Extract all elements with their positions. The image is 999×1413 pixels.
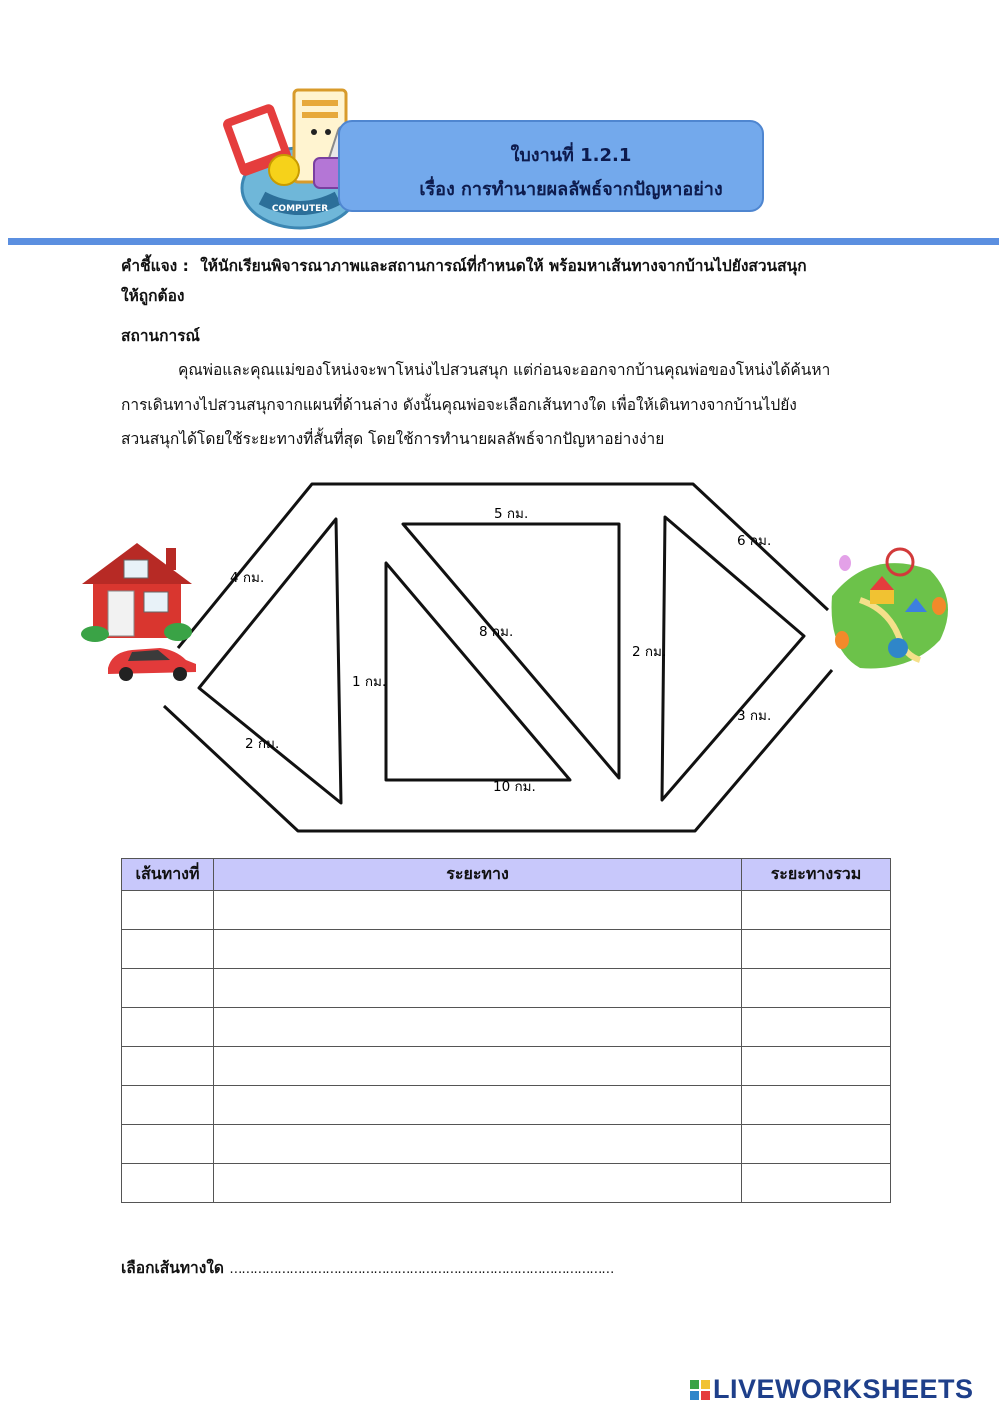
route-number-cell[interactable] [122,1125,214,1164]
total-distance-cell[interactable] [742,1008,891,1047]
instructions-label: คำชี้แจง : [121,257,189,275]
route-map [0,470,999,850]
scenario-line-2: การเดินทางไปสวนสนุกจากแผนที่ด้านล่าง ดังนั้นคุณพ่อจะเลือกเส้นทางใด เพื่อให้เดินทางจากบ้านไปยัง [121,396,797,414]
distance-cell[interactable] [214,1125,742,1164]
title-banner [338,120,764,212]
total-distance-cell[interactable] [742,969,891,1008]
distance-cell[interactable] [214,1047,742,1086]
route-number-cell[interactable] [122,1086,214,1125]
label-middle-left: 1 กม. [352,674,387,690]
label-left-lower: 2 กม. [245,736,280,752]
table-row [122,1086,891,1125]
route-number-cell[interactable] [122,891,214,930]
route-number-cell[interactable] [122,1164,214,1203]
table-row [122,969,891,1008]
scenario-line-3: สวนสนุกได้โดยใช้ระยะทางที่สั้นที่สุด โดยใช้การทำนายผลลัพธ์จากปัญหาอย่างง่าย [121,430,665,448]
table-row [122,1008,891,1047]
distance-cell[interactable] [214,1164,742,1203]
route-number-cell[interactable] [122,969,214,1008]
liveworksheets-logo [690,1374,974,1405]
route-number-cell[interactable] [122,1047,214,1086]
distance-cell[interactable] [214,1086,742,1125]
label-top: 5 กม. [494,506,529,522]
col-route-number: เส้นทางที่ [122,859,214,891]
distance-cell[interactable] [214,969,742,1008]
distance-cell[interactable] [214,930,742,969]
col-distance: ระยะทาง [214,859,742,891]
worksheet-number: ใบงานที่ 1.2.1 [510,145,632,166]
answer-line [121,1252,613,1286]
right-triangle-road [662,517,804,800]
scenario-heading: สถานการณ์ [121,327,200,345]
instructions-text: ให้นักเรียนพิจารณาภาพและสถานการณ์ที่กำหนดให้ พร้อมหาเส้นทางจากบ้านไปยังสวนสนุก [200,257,807,275]
instructions [121,250,911,283]
house-icon [81,543,192,642]
instructions-text-cont: ให้ถูกต้อง [121,287,185,305]
total-distance-cell[interactable] [742,1047,891,1086]
routes-table [121,858,891,1203]
table-row [122,1047,891,1086]
label-right-lower: 3 กม. [737,708,772,724]
table-row [122,930,891,969]
label-middle-right: 2 กม. [632,644,667,660]
answer-blank[interactable]: …………………………………………………………………………………… [229,1262,614,1277]
label-diagonal: 8 กม. [479,624,514,640]
scenario-line-1: คุณพ่อและคุณแม่ของโหน่งจะพาโหน่งไปสวนสนุก แต่ก่อนจะออกจากบ้านคุณพ่อของโหน่งได้ค้นหา [178,361,831,379]
liveworksheets-mark-icon [690,1380,710,1400]
total-distance-cell[interactable] [742,930,891,969]
header-divider [8,238,999,245]
worksheet-title: เรื่อง การทำนายผลลัพธ์จากปัญหาอย่าง [419,179,723,200]
middle-lower-triangle-road [386,563,570,780]
label-right-upper: 6 กม. [737,533,772,549]
label-left-upper: 4 กม. [230,570,265,586]
distance-cell[interactable] [214,891,742,930]
answer-label: เลือกเส้นทางใด [121,1259,224,1277]
total-distance-cell[interactable] [742,1125,891,1164]
middle-upper-triangle-road [403,524,619,778]
car-icon [108,648,196,681]
liveworksheets-brand: LIVEWORKSHEETS [713,1374,974,1404]
mascot-label: COMPUTER [271,204,329,214]
total-distance-cell[interactable] [742,1086,891,1125]
table-row [122,1164,891,1203]
table-row [122,1125,891,1164]
total-distance-cell[interactable] [742,1164,891,1203]
amusement-park-icon [832,549,948,668]
route-number-cell[interactable] [122,1008,214,1047]
table-header-row [122,859,891,891]
table-row [122,891,891,930]
label-bottom: 10 กม. [493,779,536,795]
route-number-cell[interactable] [122,930,214,969]
distance-cell[interactable] [214,1008,742,1047]
col-total-distance: ระยะทางรวม [742,859,891,891]
total-distance-cell[interactable] [742,891,891,930]
